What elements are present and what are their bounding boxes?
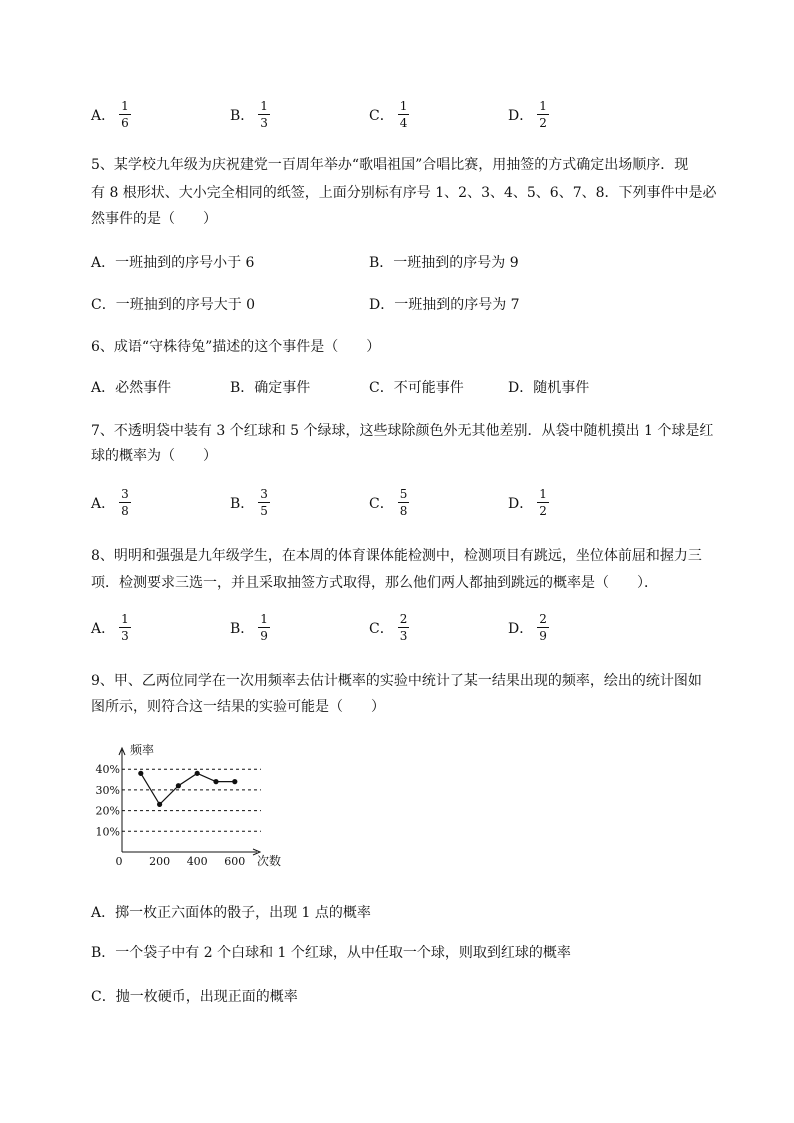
q9-option-b: B．一个袋子中有 2 个白球和 1 个红球，从中任取一个球，则取到红球的概率 xyxy=(91,945,571,961)
q9-option-a: A．掷一枚正六面体的骰子，出现 1 点的概率 xyxy=(91,905,371,921)
q9-text-line-2: 图所示，则符合这一结果的实验可能是（ ） xyxy=(91,699,385,715)
q8-text-line-1: 8、明明和强强是九年级学生，在本周的体育课体能检测中，检测项目有跳远，坐位体前屈和握力三 xyxy=(91,548,702,564)
fraction: $\frac{2}{9}$ xyxy=(539,612,547,643)
option-label: A． xyxy=(91,620,116,637)
option-label: B． xyxy=(230,620,255,637)
q7-text-line-2: 球的概率为（ ） xyxy=(91,448,217,464)
fraction: $\frac{1}{3}$ xyxy=(121,612,129,643)
option-label: C． xyxy=(369,620,394,637)
option-label: B． xyxy=(230,495,255,512)
fraction: $\frac{5}{8}$ xyxy=(399,487,408,518)
q6-option-c: C．不可能事件 xyxy=(369,380,464,396)
fraction: $\frac{1}{4}$ xyxy=(399,99,408,130)
q9-text-line-1: 9、甲、乙两位同学在一次用频率去估计概率的实验中统计了某一结果出现的频率，绘出的统计图如 xyxy=(91,673,702,689)
q8-option-c xyxy=(369,613,409,642)
q4-option-a xyxy=(91,100,131,129)
data-point xyxy=(232,779,237,784)
option-label: A． xyxy=(91,107,116,124)
q8-text-line-2: 项．检测要求三选一，并且采取抽签方式取得，那么他们两人都抽到跳远的概率是（ ）． xyxy=(91,575,658,591)
data-point xyxy=(176,783,181,788)
q5-option-c: C．一班抽到的序号大于 0 xyxy=(91,297,256,313)
x-tick-label: 400 xyxy=(186,855,208,868)
q6-option-b: B．确定事件 xyxy=(230,380,311,396)
q7-option-a xyxy=(91,488,131,517)
q6-text: 6、成语“守株待兔”描述的这个事件是（ ） xyxy=(91,339,381,355)
x-tick-label: 600 xyxy=(224,855,246,868)
q7-option-b xyxy=(230,488,270,517)
q5-option-b: B．一班抽到的序号为 9 xyxy=(369,255,519,271)
option-label: C． xyxy=(369,107,394,124)
q6-option-d: D．随机事件 xyxy=(508,380,590,396)
fraction: $\frac{1}{9}$ xyxy=(260,612,268,643)
fraction: $\frac{2}{3}$ xyxy=(399,612,408,643)
frequency-chart xyxy=(85,738,305,878)
q4-option-c xyxy=(369,100,409,129)
y-tick-label: 10% xyxy=(95,825,120,839)
fraction: $\frac{1}{2}$ xyxy=(539,99,547,130)
q4-option-d xyxy=(508,100,549,129)
y-tick-label: 20% xyxy=(95,804,120,818)
q9-option-c: C．抛一枚硬币，出现正面的概率 xyxy=(91,989,298,1005)
option-label: A． xyxy=(91,495,116,512)
q6-option-a: A．必然事件 xyxy=(91,380,172,396)
x-axis-label: 次数 xyxy=(257,854,282,868)
fraction: $\frac{1}{6}$ xyxy=(121,99,129,130)
q7-text-line-1: 7、不透明袋中装有 3 个红球和 5 个绿球，这些球除颜色外无其他差别．从袋中随机摸出 1 个球是红 xyxy=(91,423,714,439)
y-tick-label: 40% xyxy=(95,763,120,777)
option-label: B． xyxy=(230,107,255,124)
q7-option-d xyxy=(508,488,549,517)
fraction: $\frac{3}{5}$ xyxy=(260,487,268,518)
q7-option-c xyxy=(369,488,409,517)
fraction: $\frac{1}{2}$ xyxy=(539,487,547,518)
q8-option-a xyxy=(91,613,131,642)
data-point xyxy=(138,771,143,776)
x-tick-label: 200 xyxy=(149,855,171,868)
q4-option-b xyxy=(230,100,270,129)
q5-text-line-2: 有 8 根形状、大小完全相同的纸签，上面分别标有序号 1、2、3、4、5、6、7、8．下列事件中是必 xyxy=(91,185,717,201)
x-tick-label: 0 xyxy=(115,855,123,868)
option-label: D． xyxy=(508,620,534,637)
data-point xyxy=(195,771,200,776)
fraction: $\frac{1}{3}$ xyxy=(260,99,268,130)
q5-option-d: D．一班抽到的序号为 7 xyxy=(369,297,520,313)
q5-text-line-3: 然事件的是（ ） xyxy=(91,211,217,227)
q5-text-line-1: 5、某学校九年级为庆祝建党一百周年举办“歌唱祖国”合唱比赛，用抽签的方式确定出场顺序．现 xyxy=(91,157,689,173)
y-tick-label: 30% xyxy=(95,783,120,797)
data-point xyxy=(213,779,218,784)
option-label: D． xyxy=(508,495,534,512)
y-axis-label: 频率 xyxy=(130,743,155,757)
q8-option-b xyxy=(230,613,270,642)
fraction: $\frac{3}{8}$ xyxy=(121,487,129,518)
q5-option-a: A．一班抽到的序号小于 6 xyxy=(91,255,255,271)
option-label: C． xyxy=(369,495,394,512)
series-line xyxy=(141,773,235,804)
data-point xyxy=(157,802,162,807)
q8-option-d xyxy=(508,613,549,642)
option-label: D． xyxy=(508,107,534,124)
